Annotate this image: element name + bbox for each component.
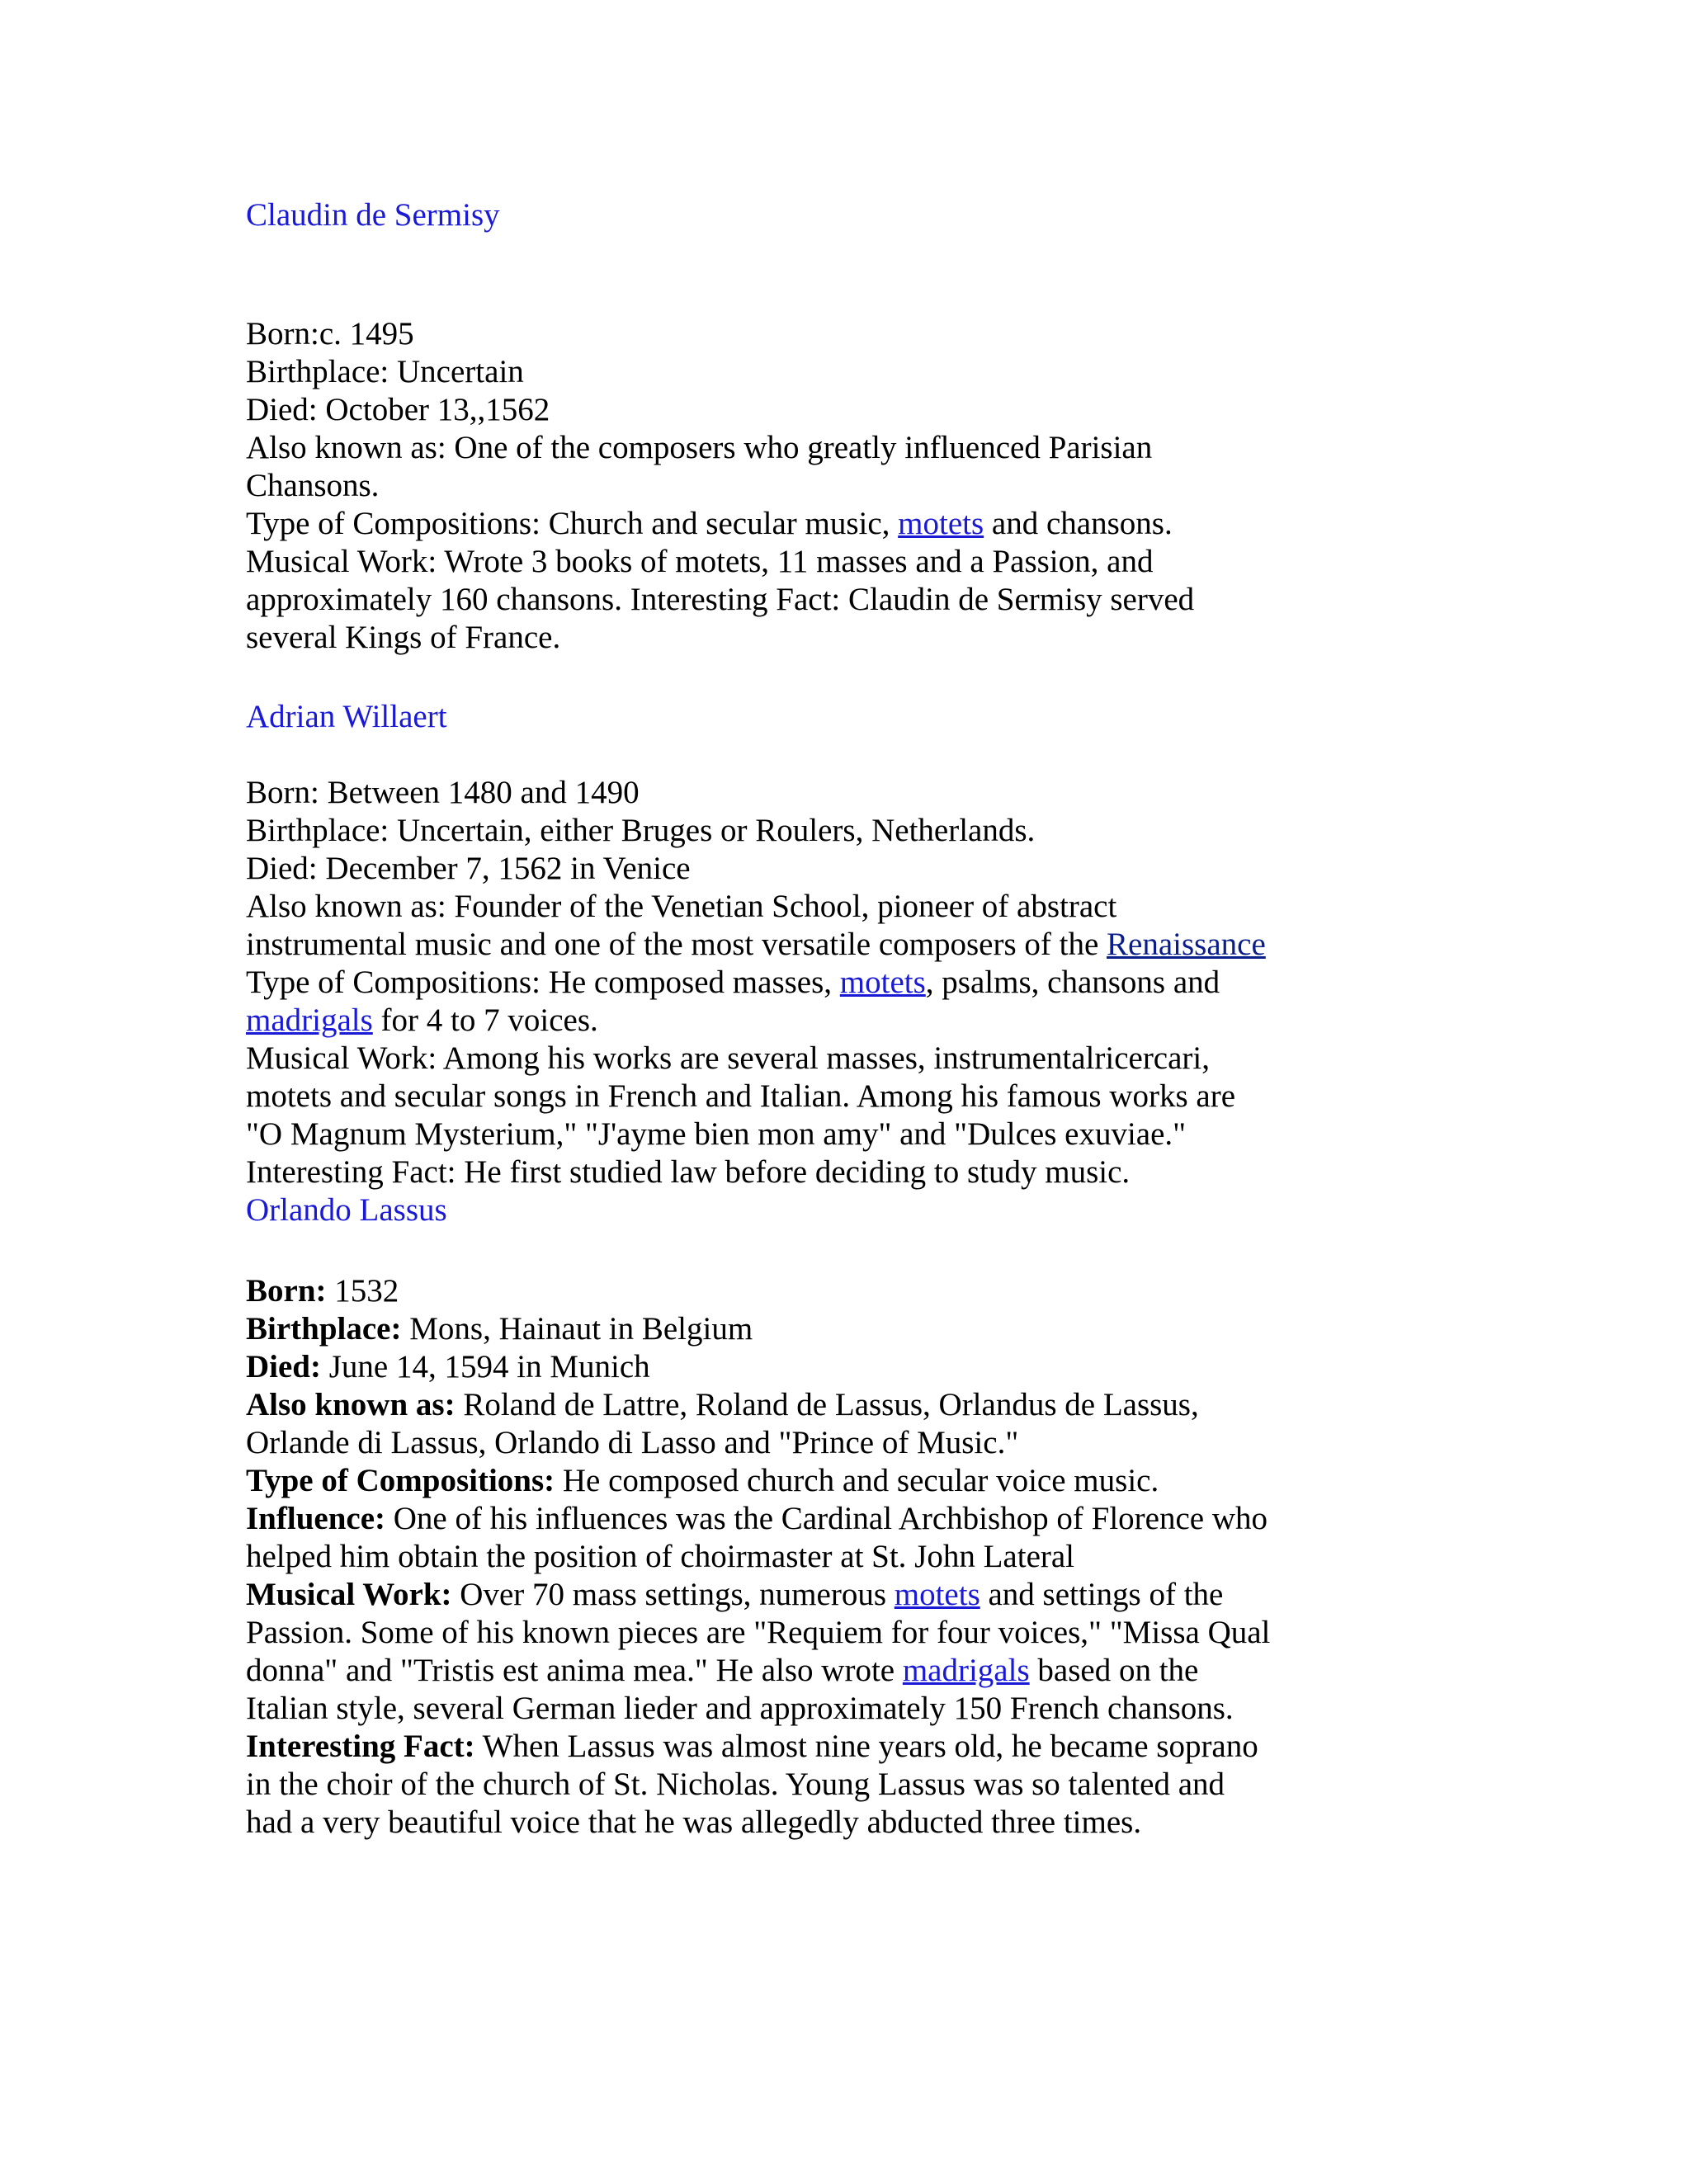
died-line <box>246 1348 1319 1386</box>
compositions-text-end: , psalms, chansons and <box>925 965 1220 1000</box>
influence-value: One of his influences was the Cardinal Archbishop of Florence who <box>385 1501 1268 1536</box>
interesting-fact-value: When Lassus was almost nine years old, he became soprano <box>474 1729 1258 1764</box>
compositions-label: Type of Compositions: <box>246 1463 555 1498</box>
madrigals-link[interactable]: madrigals <box>246 1002 373 1038</box>
also-known-as-label: Also known as: <box>246 1387 456 1422</box>
also-known-as-line: Also known as: One of the composers who greatly influenced Parisian <box>246 430 1153 465</box>
musical-work-line: Musical Work: Wrote 3 books of motets, 11 masses and a Passion, and <box>246 544 1154 579</box>
also-known-as-value: Roland de Lattre, Roland de Lassus, Orlandus de Lassus, <box>455 1387 1199 1422</box>
also-known-as-line: Also known as: Founder of the Venetian School, pioneer of abstract <box>246 889 1117 924</box>
died-line: Died: October 13,,1562 <box>246 392 550 427</box>
composer-section-sermisy <box>246 196 1319 657</box>
musical-work-line-cont: motets and secular songs in French and Italian. Among his famous works are <box>246 1078 1236 1114</box>
composer-name-heading[interactable]: Claudin de Sermisy <box>246 197 500 233</box>
birthplace-value: Mons, Hainaut in Belgium <box>401 1311 753 1347</box>
musical-work-label: Musical Work: <box>246 1577 452 1612</box>
influence-line <box>246 1500 1319 1538</box>
also-known-as-text: instrumental music and one of the most versatile composers of the <box>246 927 1107 962</box>
compositions-line <box>246 1462 1319 1500</box>
interesting-fact-line-cont: in the choir of the church of St. Nicholas. Young Lassus was so talented and <box>246 1767 1225 1802</box>
compositions-line <box>246 964 1319 1002</box>
compositions-text-end: for 4 to 7 voices. <box>372 1002 598 1038</box>
influence-line-cont: helped him obtain the position of choirmaster at St. John Lateral <box>246 1539 1075 1574</box>
also-known-as-line-cont: Chansons. <box>246 468 380 503</box>
musical-work-line-cont: "O Magnum Mysterium," "J'ayme bien mon amy" and "Dulces exuviae." <box>246 1116 1187 1152</box>
influence-label: Influence: <box>246 1501 385 1536</box>
birthplace-label: Birthplace: <box>246 1311 402 1347</box>
born-value: 1532 <box>326 1273 399 1309</box>
born-label: Born: <box>246 1273 327 1309</box>
composer-section-lassus <box>246 1191 1319 1842</box>
birthplace-line: Birthplace: Uncertain, either Bruges or Roulers, Netherlands. <box>246 813 1036 848</box>
musical-work-line-cont: Italian style, several German lieder and approximately 150 French chansons. <box>246 1691 1234 1726</box>
also-known-as-line-cont <box>246 926 1319 964</box>
composer-name-heading[interactable]: Orlando Lassus <box>246 1192 447 1228</box>
motets-link[interactable]: motets <box>894 1577 980 1612</box>
died-line: Died: December 7, 1562 in Venice <box>246 851 691 886</box>
also-known-as-line <box>246 1386 1319 1424</box>
musical-work-line <box>246 1576 1319 1614</box>
interesting-fact-label: Interesting Fact: <box>246 1729 475 1764</box>
musical-work-text: Over 70 mass settings, numerous <box>451 1577 895 1612</box>
compositions-line-cont <box>246 1002 1319 1040</box>
composer-section-willaert <box>246 698 1319 1191</box>
madrigals-link[interactable]: madrigals <box>902 1653 1030 1688</box>
musical-work-line-cont: approximately 160 chansons. Interesting Fact: Claudin de Sermisy served <box>246 582 1195 617</box>
musical-work-line: Musical Work: Among his works are several masses, instrumentalricercari, <box>246 1040 1211 1076</box>
compositions-text-end: and chansons. <box>984 506 1173 541</box>
born-line: Born: Between 1480 and 1490 <box>246 775 640 810</box>
renaissance-link[interactable]: Renaissance <box>1107 927 1266 962</box>
compositions-value: He composed church and secular voice music. <box>555 1463 1159 1498</box>
born-line <box>246 1272 1319 1310</box>
died-value: June 14, 1594 in Munich <box>321 1349 650 1384</box>
document-body <box>246 196 1319 1842</box>
also-known-as-line-cont: Orlande di Lassus, Orlando di Lasso and "Prince of Music." <box>246 1425 1019 1460</box>
interesting-fact-line-cont: had a very beautiful voice that he was allegedly abducted three times. <box>246 1804 1142 1840</box>
birthplace-line <box>246 1310 1319 1348</box>
interesting-fact-line <box>246 1728 1319 1766</box>
musical-work-line-cont: Passion. Some of his known pieces are "Requiem for four voices," "Missa Qual <box>246 1615 1271 1650</box>
musical-work-text: donna" and "Tristis est anima mea." He also wrote <box>246 1653 903 1688</box>
musical-work-text-end: and settings of the <box>980 1577 1224 1612</box>
musical-work-line-cont: several Kings of France. <box>246 620 561 655</box>
motets-link[interactable]: motets <box>898 506 984 541</box>
musical-work-line-cont <box>246 1652 1319 1690</box>
compositions-text: Type of Compositions: Church and secular music, <box>246 506 899 541</box>
compositions-text: Type of Compositions: He composed masses, <box>246 965 840 1000</box>
compositions-line <box>246 505 1319 543</box>
born-line: Born:c. 1495 <box>246 316 414 351</box>
motets-link[interactable]: motets <box>839 965 926 1000</box>
composer-name-heading[interactable]: Adrian Willaert <box>246 699 447 734</box>
musical-work-text-end: based on the <box>1029 1653 1199 1688</box>
interesting-fact-line: Interesting Fact: He first studied law before deciding to study music. <box>246 1154 1131 1190</box>
died-label: Died: <box>246 1349 321 1384</box>
birthplace-line: Birthplace: Uncertain <box>246 354 524 389</box>
